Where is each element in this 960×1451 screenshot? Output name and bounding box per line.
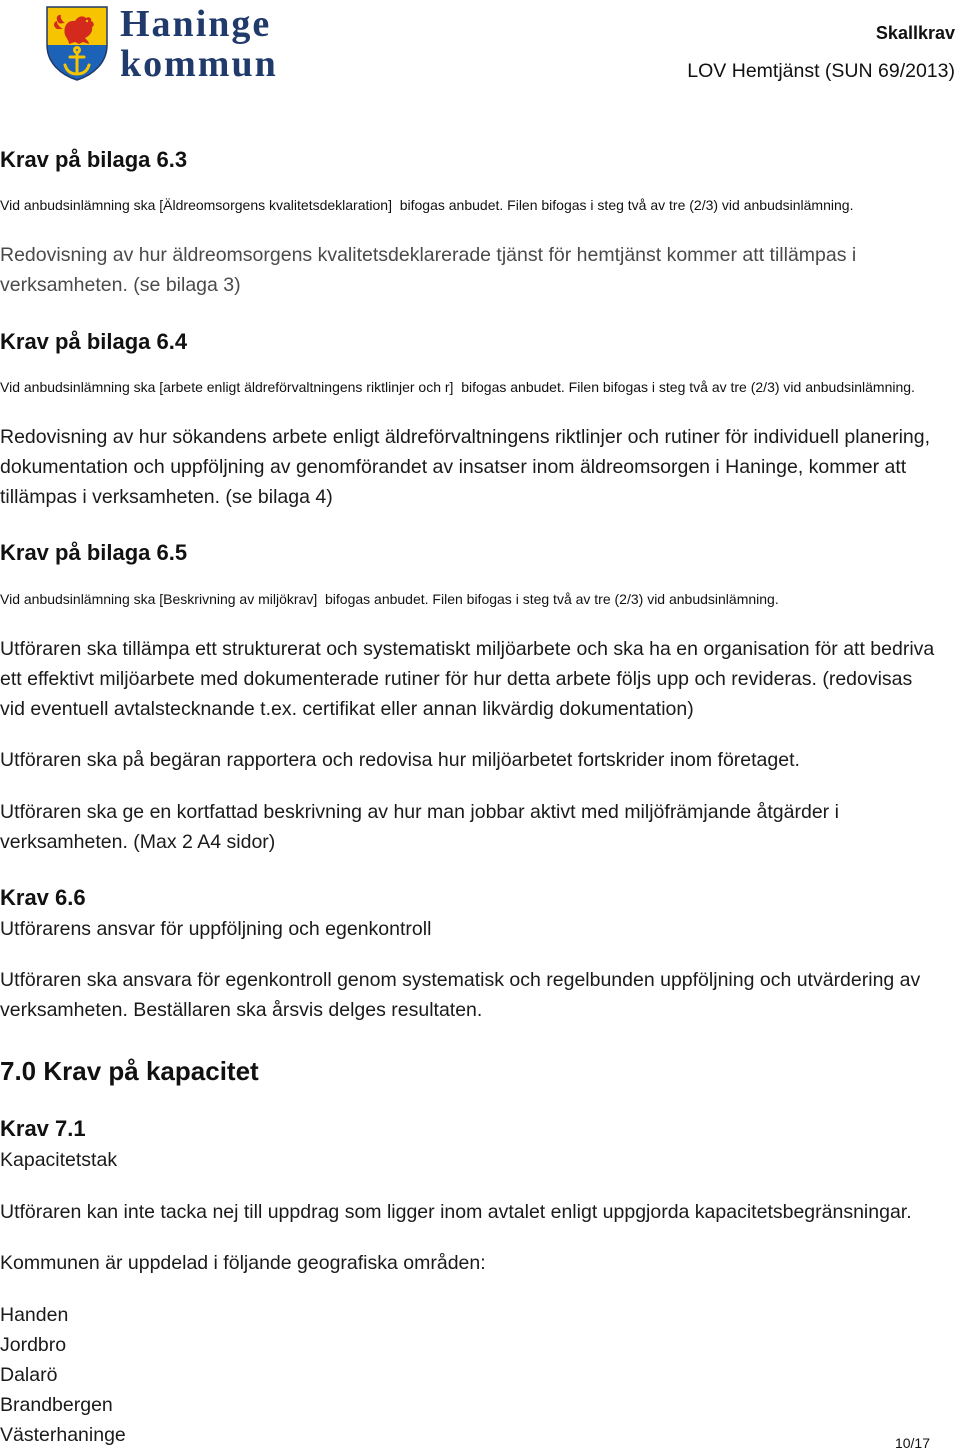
krav-6-4-heading: Krav på bilaga 6.4 xyxy=(0,329,188,354)
list-item: Dalarö xyxy=(0,1364,58,1386)
list-item: Jordbro xyxy=(0,1334,67,1356)
krav-6-6-heading: Krav 6.6 xyxy=(0,885,86,910)
paragraph-line: dokumentation och uppföljning av genomförandet av insatser inom äldreomsorgen i Haninge, kommer att xyxy=(0,456,907,478)
krav-6-3-note: Vid anbudsinlämning ska [Äldreomsorgens kvalitetsdeklaration] bifogas anbudet. Filen bifogas i steg två av tre (2/3) vid anbudsinlämning. xyxy=(0,197,854,213)
paragraph-line: Utföraren ska tillämpa ett strukturerat och systematiskt miljöarbete och ska ha en organisation för att bedriva xyxy=(0,638,935,660)
geographic-areas-list xyxy=(0,1300,958,1450)
paragraph-line: verksamheten. (se bilaga 3) xyxy=(0,274,241,296)
paragraph-line: tillämpas i verksamheten. (se bilaga 4) xyxy=(0,486,333,508)
krav-6-5-heading: Krav på bilaga 6.5 xyxy=(0,540,188,565)
krav-6-5-paragraph-1 xyxy=(0,634,958,724)
paragraph-line: vid eventuell avtalstecknande t.ex. certifikat eller annan likvärdig dokumentation) xyxy=(0,698,694,720)
document-title: LOV Hemtjänst (SUN 69/2013) xyxy=(687,60,955,82)
krav-6-5-note: Vid anbudsinlämning ska [Beskrivning av miljökrav] bifogas anbudet. Filen bifogas i steg två av tre (2/3) vid anbudsinlämning. xyxy=(0,591,779,607)
logo-text-haninge: Haninge xyxy=(120,3,272,45)
chapter-7-title: 7.0 Krav på kapacitet xyxy=(0,1056,259,1086)
krav-6-4-paragraph xyxy=(0,422,958,512)
krav-6-5-paragraph-3 xyxy=(0,797,958,857)
paragraph-line: Redovisning av hur äldreomsorgens kvalitetsdeklarerade tjänst för hemtjänst kommer att tillämpas i xyxy=(0,244,857,266)
krav-6-3-paragraph xyxy=(0,240,958,300)
krav-6-6-paragraph xyxy=(0,965,958,1025)
paragraph-line: ett effektivt miljöarbete med dokumenterade rutiner för hur detta arbete följs upp och revideras. (redovisas xyxy=(0,668,913,690)
logo-text-kommun: kommun xyxy=(120,43,278,85)
krav-6-3-heading: Krav på bilaga 6.3 xyxy=(0,147,188,172)
paragraph-line: Kommunen är uppdelad i följande geografiska områden: xyxy=(0,1252,486,1274)
krav-7-1-subheading: Kapacitetstak xyxy=(0,1149,118,1171)
list-item: Handen xyxy=(0,1304,69,1326)
haninge-coat-of-arms-icon xyxy=(45,5,109,81)
paragraph-line: verksamheten. Beställaren ska årsvis delges resultaten. xyxy=(0,999,483,1021)
krav-6-4-note: Vid anbudsinlämning ska [arbete enligt äldreförvaltningens riktlinjer och r] bifogas anbudet. Filen bifogas i steg två av tre (2/3) vid anbudsinlämning. xyxy=(0,379,915,395)
paragraph-line: Redovisning av hur sökandens arbete enligt äldreförvaltningens riktlinjer och rutiner för individuell planering, xyxy=(0,426,931,448)
list-item: Brandbergen xyxy=(0,1394,113,1416)
krav-7-1-paragraph-1 xyxy=(0,1197,958,1227)
paragraph-line: Utföraren kan inte tacka nej till uppdrag som ligger inom avtalet enligt uppgjorda kapacitetsbegränsningar. xyxy=(0,1201,912,1223)
list-item: Västerhaninge xyxy=(0,1424,126,1446)
page-number: 10/17 xyxy=(894,1435,930,1451)
paragraph-line: verksamheten. (Max 2 A4 sidor) xyxy=(0,831,276,853)
krav-7-1-heading: Krav 7.1 xyxy=(0,1116,86,1141)
paragraph-line: Utföraren ska ansvara för egenkontroll genom systematisk och regelbunden uppföljning och utvärdering av xyxy=(0,969,921,991)
krav-7-1-paragraph-2 xyxy=(0,1248,958,1278)
krav-6-5-paragraph-2 xyxy=(0,745,958,775)
paragraph-line: Utföraren ska på begäran rapportera och redovisa hur miljöarbetet fortskrider inom företaget. xyxy=(0,749,800,771)
paragraph-line: Utföraren ska ge en kortfattad beskrivning av hur man jobbar aktivt med miljöfrämjande åtgärder i xyxy=(0,801,839,823)
document-type: Skallkrav xyxy=(875,23,955,43)
krav-6-6-subheading: Utförarens ansvar för uppföljning och egenkontroll xyxy=(0,918,432,940)
